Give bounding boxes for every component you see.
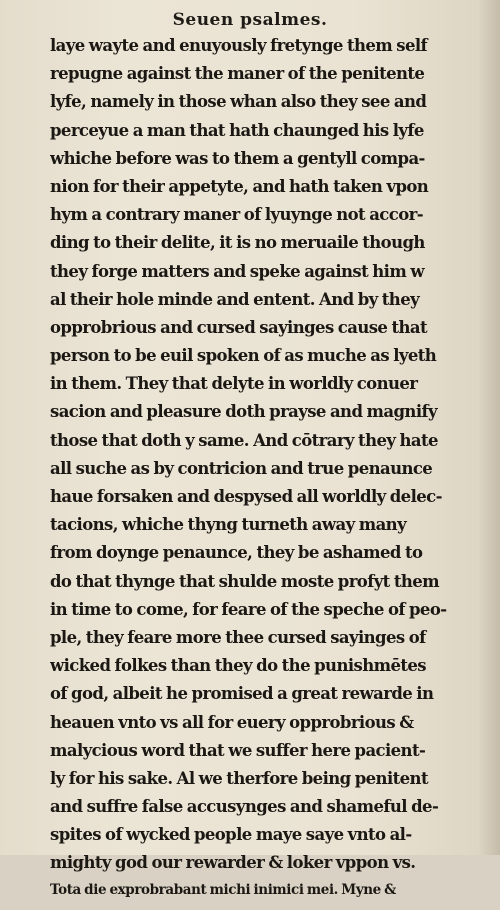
page-edge-shadow xyxy=(478,0,500,855)
text-line: those that doth y same. And cōtrary they hate xyxy=(50,430,438,450)
text-line: opprobrious and cursed sayinges cause that xyxy=(50,317,427,337)
text-line: ple, they feare more thee cursed sayinges of xyxy=(50,627,426,647)
page-body xyxy=(50,36,480,910)
text-line: nion for their appetyte, and hath taken vpon xyxy=(50,176,429,196)
text-line: Tota die exprobrabant michi inimici mei. Myne & xyxy=(50,881,396,898)
text-line: spites of wycked people maye saye vnto al- xyxy=(50,825,412,845)
text-line: ly for his sake. Al we therfore being penitent xyxy=(50,768,428,788)
text-line: tacions, whiche thyng turneth away many xyxy=(50,515,407,535)
text-line: laye wayte and enuyously fretynge them self xyxy=(50,36,428,55)
text-line: malycious word that we suffer here pacient- xyxy=(50,740,426,760)
text-line: person to be euil spoken of as muche as lyeth xyxy=(50,346,437,366)
text-line: in time to come, for feare of the speche of peo- xyxy=(50,599,447,619)
text-line: they forge matters and speke against him w xyxy=(50,261,424,281)
text-line: do that thynge that shulde moste profyt them xyxy=(50,571,440,591)
text-line: and suffre false accusynges and shameful de- xyxy=(50,797,439,817)
text-line: wicked folkes than they do the punishmētes xyxy=(50,656,426,676)
text-line: all suche as by contricion and true penaunce xyxy=(50,458,433,478)
text-line: mighty god our rewarder & loker vppon vs. xyxy=(50,853,416,873)
text-line: al their hole minde and entent. And by they xyxy=(50,289,420,309)
text-line: whiche before was to them a gentyll compa- xyxy=(50,148,425,168)
text-line: ding to their delite, it is no meruaile though xyxy=(50,233,425,253)
text-line: repugne against the maner of the penitente xyxy=(50,64,425,84)
text-line: perceyue a man that hath chaunged his lyfe xyxy=(50,120,424,140)
text-line: sacion and pleasure doth prayse and magnify xyxy=(50,402,437,422)
text-line: of god, albeit he promised a great rewarde in xyxy=(50,684,434,704)
text-line: hym a contrary maner of lyuynge not accor- xyxy=(50,205,423,225)
text-line: heauen vnto vs all for euery opprobrious & xyxy=(50,712,414,732)
text-line: in them. They that delyte in worldly conuer xyxy=(50,374,418,394)
text-line: haue forsaken and despysed all worldly delec- xyxy=(50,487,442,506)
text-line: from doynge penaunce, they be ashamed to xyxy=(50,543,423,563)
running-header: Seuen psalmes. xyxy=(172,10,328,30)
text-line: lyfe, namely in those whan also they see and xyxy=(50,92,427,112)
